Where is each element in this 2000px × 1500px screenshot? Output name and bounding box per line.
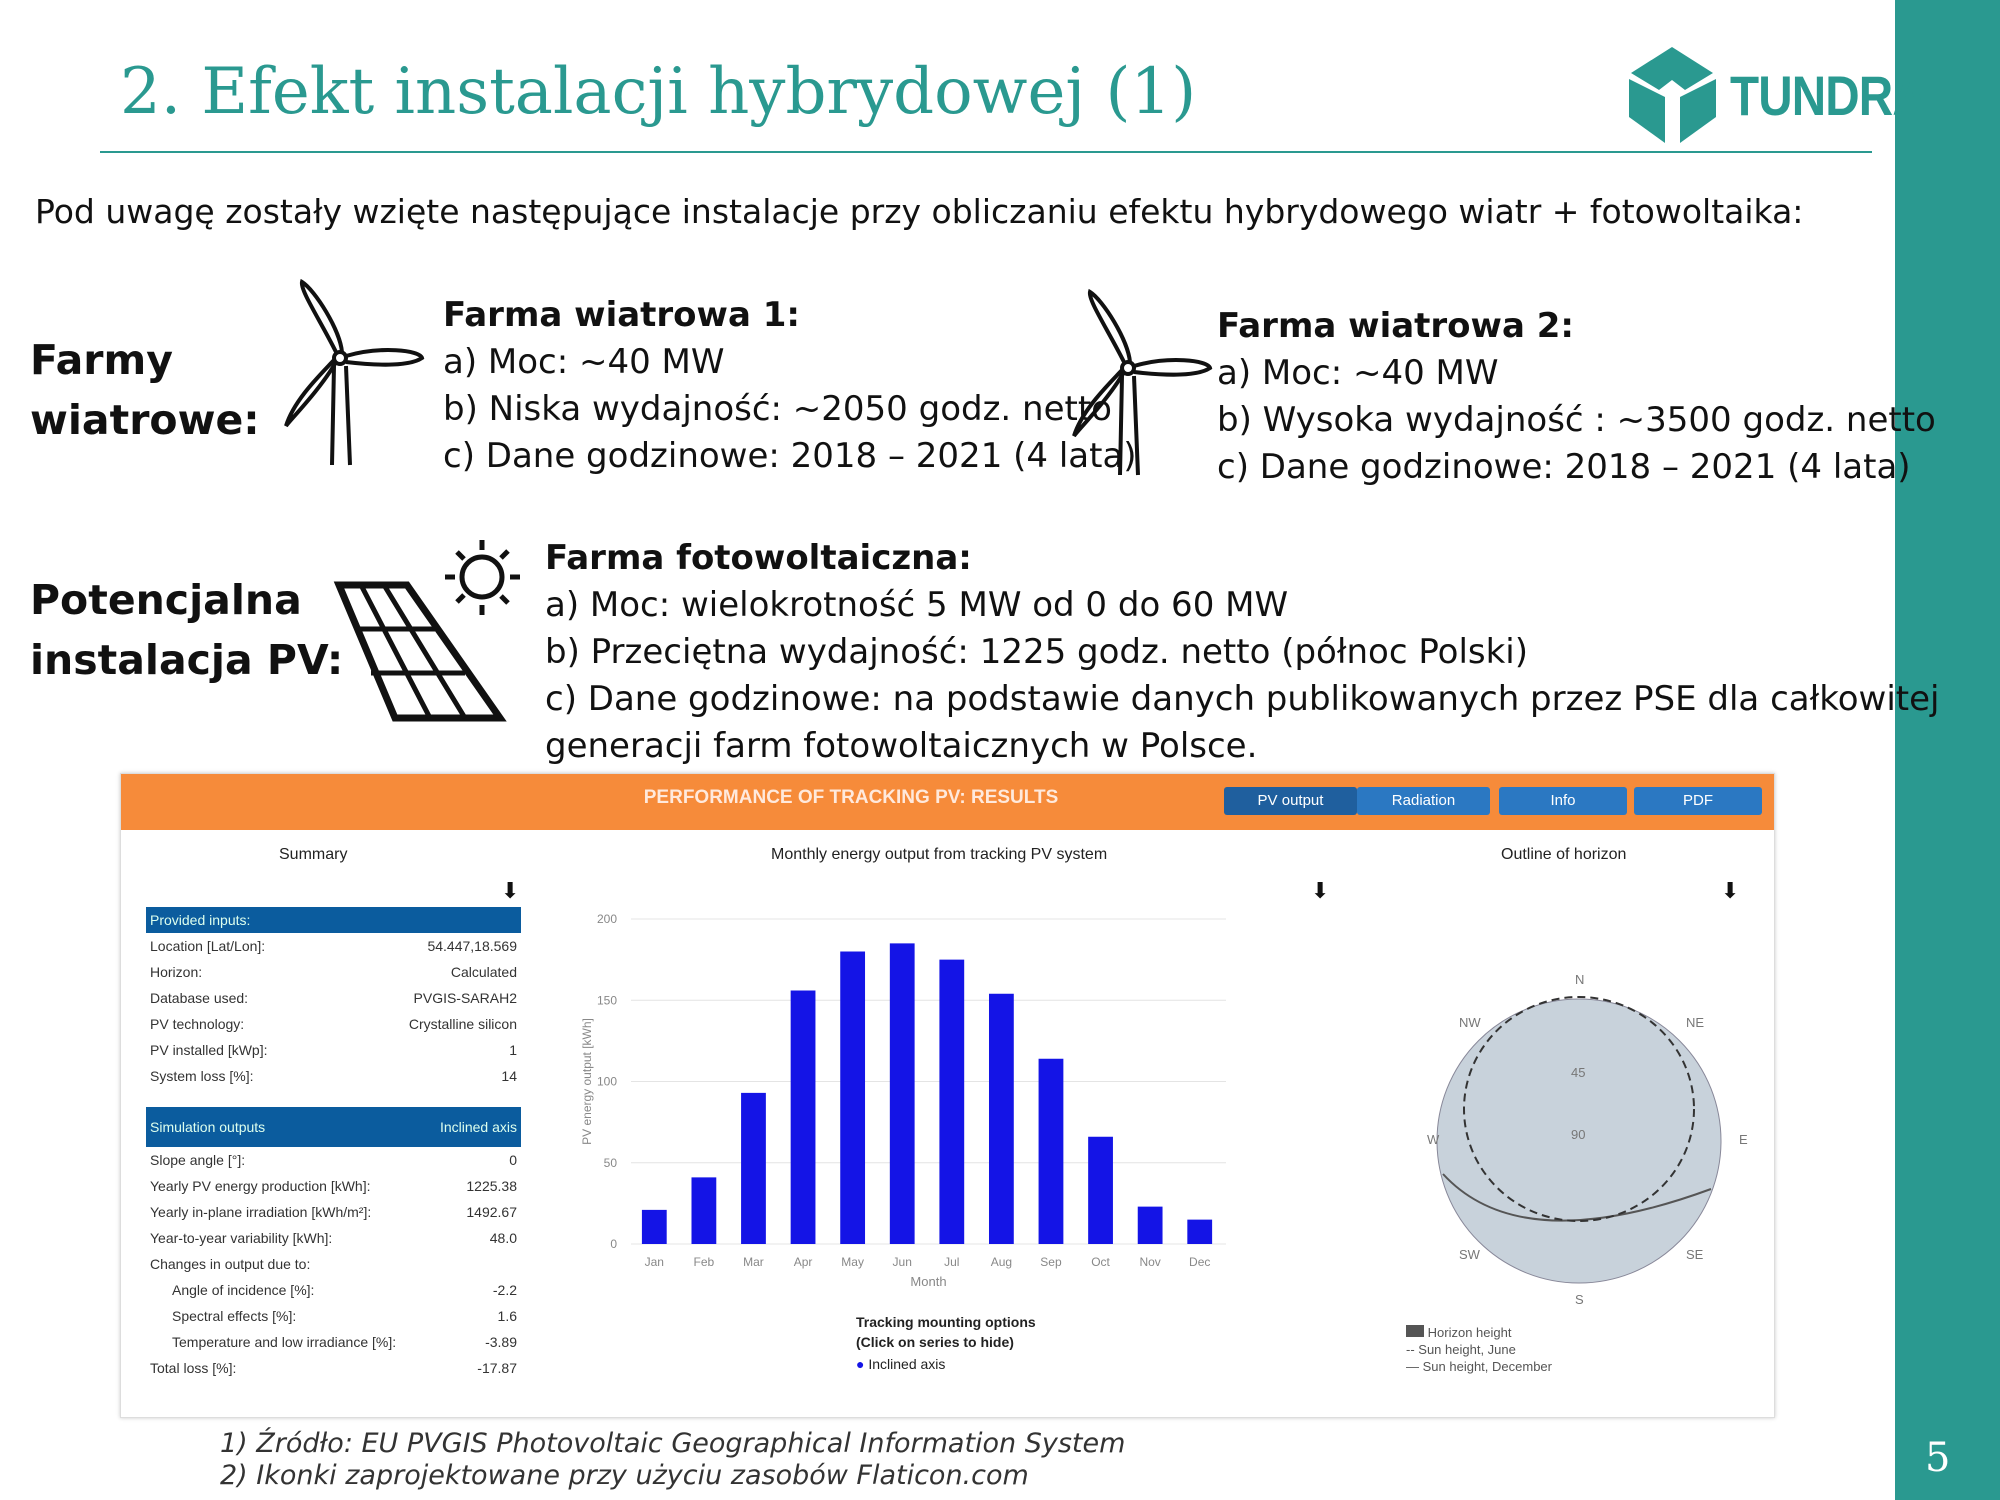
table-row	[146, 1173, 521, 1199]
row-value: 0	[509, 1152, 517, 1168]
row-label: Spectral effects [%]:	[172, 1308, 297, 1324]
slide-title: 2. Efekt instalacji hybrydowej (1)	[120, 55, 1197, 129]
solar-panel-icon	[335, 535, 520, 725]
chart-title: Monthly energy output from tracking PV system	[771, 846, 1108, 863]
wind-turbine-icon	[1068, 290, 1218, 480]
x-tick-label: Mar	[743, 1255, 764, 1269]
logo-text: TUNDRA	[1730, 63, 1926, 127]
table-row	[146, 1355, 521, 1381]
row-value: -2.2	[492, 1282, 517, 1298]
table-row	[146, 1037, 521, 1063]
x-tick-label: Apr	[793, 1255, 813, 1269]
row-value: Crystalline silicon	[408, 1016, 517, 1032]
bar-oct	[1088, 1137, 1113, 1244]
x-tick-label: May	[841, 1255, 864, 1269]
table-row	[146, 1225, 521, 1251]
x-tick-label: Oct	[1091, 1255, 1110, 1269]
row-label: Angle of incidence [%]:	[172, 1282, 315, 1298]
label-se: SE	[1686, 1247, 1704, 1262]
bar-mar	[741, 1093, 766, 1244]
page-number: 5	[1925, 1435, 1951, 1481]
row-label: Year-to-year variability [kWh]:	[150, 1230, 333, 1246]
table-row	[146, 985, 521, 1011]
y-axis-label: PV energy output [kWh]	[580, 1018, 594, 1145]
horizon-polar-chart	[1371, 959, 1748, 1309]
row-label: Location [Lat/Lon]:	[150, 938, 266, 954]
summary-table	[146, 907, 521, 1381]
wind-turbine-icon	[280, 280, 430, 470]
footnote-1: 1) Źródło: EU PVGIS Photovoltaic Geographical Information System	[220, 1428, 1126, 1459]
table-row	[146, 1199, 521, 1225]
y-tick-label: 50	[603, 1155, 617, 1170]
label-nw: NW	[1459, 1015, 1481, 1030]
table-row	[146, 1277, 521, 1303]
bar-dec	[1187, 1220, 1212, 1244]
legend-item-inclined-axis[interactable]: ● Inclined axis	[856, 1356, 946, 1372]
bar-feb	[691, 1177, 716, 1244]
download-icon[interactable]: ⬇	[501, 879, 520, 904]
bar-sep	[1039, 1059, 1064, 1244]
panel-title: PERFORMANCE OF TRACKING PV: RESULTS	[643, 787, 1059, 808]
table-row	[146, 959, 521, 985]
row-label: Temperature and low irradiance [%]:	[172, 1334, 397, 1350]
table-row	[146, 1303, 521, 1329]
x-tick-label: Jul	[944, 1255, 960, 1269]
row-label: PV technology:	[150, 1016, 245, 1032]
pdf-button[interactable]: PDF	[1634, 787, 1762, 815]
x-tick-label: Jun	[892, 1255, 912, 1269]
bar-aug	[989, 994, 1014, 1244]
legend-title: Tracking mounting options	[856, 1314, 1036, 1330]
pv-farm: Farma fotowoltaiczna: a) Moc: wielokrotność 5 MW od 0 do 60 MW b) Przeciętna wydajność: 1225 godz. netto (północ Polski) c) Dane godzinowe: na podstawie danych publikowanych przez PSE dla całkowitej generacji farm fotowoltaicznych w Polsce.	[545, 538, 1940, 766]
inputs-header: Provided inputs:	[146, 907, 521, 933]
horizon-title: Outline of horizon	[1501, 846, 1627, 863]
row-label: Total loss [%]:	[150, 1360, 237, 1376]
x-tick-label: Feb	[693, 1255, 715, 1269]
row-label: System loss [%]:	[150, 1068, 254, 1084]
row-value: 48.0	[489, 1230, 517, 1246]
legend-hint: (Click on series to hide)	[856, 1334, 1014, 1350]
table-row	[146, 1147, 521, 1173]
table-row	[146, 1329, 521, 1355]
row-value: PVGIS-SARAH2	[413, 990, 517, 1006]
row-value: 54.447,18.569	[427, 938, 517, 954]
bar-apr	[791, 991, 816, 1245]
intro-text: Pod uwagę zostały wzięte następujące instalacje przy obliczaniu efektu hybrydowego wiatr + fotowoltaika:	[35, 192, 1804, 231]
label-w: W	[1427, 1132, 1440, 1147]
table-row	[146, 933, 521, 959]
pvgis-results-panel	[120, 773, 1775, 1418]
wind-farm-1: Farma wiatrowa 1: a) Moc: ~40 MW b) Niska wydajność: ~2050 godz. netto c) Dane godzinowe: 2018 – 2021 (4 lata)	[443, 295, 1137, 476]
summary-title: Summary	[279, 846, 348, 863]
y-tick-label: 200	[596, 912, 617, 926]
info-button[interactable]: Info	[1499, 787, 1627, 815]
row-value: 1492.67	[466, 1204, 517, 1220]
monthly-output-chart	[561, 894, 1341, 1314]
row-value: 1225.38	[466, 1178, 517, 1194]
bar-may	[840, 952, 865, 1245]
row-value: -17.87	[477, 1360, 517, 1376]
logo-icon	[1625, 45, 1720, 145]
footnote-2: 2) Ikonki zaprojektowane przy użyciu zasobów Flaticon.com	[220, 1460, 1029, 1491]
wind-label: Farmy wiatrowe:	[30, 336, 260, 444]
row-value: 1.6	[497, 1308, 517, 1324]
y-tick-label: 150	[596, 993, 617, 1008]
pv-output-button[interactable]: PV output	[1224, 787, 1357, 815]
label-e: E	[1739, 1132, 1748, 1147]
row-label: Database used:	[150, 990, 249, 1006]
x-tick-label: Aug	[990, 1255, 1013, 1269]
row-label: Yearly in-plane irradiation [kWh/m²]:	[150, 1204, 372, 1220]
label-ne: NE	[1686, 1015, 1705, 1030]
panel-header	[121, 774, 1774, 830]
x-tick-label: Nov	[1139, 1255, 1161, 1269]
label-sw: SW	[1459, 1247, 1480, 1262]
logo	[1625, 45, 1960, 145]
title-divider	[100, 151, 1872, 153]
download-icon[interactable]: ⬇	[1721, 879, 1740, 904]
label-45: 45	[1571, 1065, 1586, 1080]
row-value: 14	[501, 1068, 517, 1084]
x-axis-label: Month	[910, 1274, 947, 1289]
row-value: -3.89	[485, 1334, 517, 1350]
label-s: S	[1575, 1292, 1584, 1307]
row-label: Horizon:	[150, 964, 203, 980]
row-label: PV installed [kWp]:	[150, 1042, 268, 1058]
row-label: Changes in output due to:	[150, 1256, 311, 1272]
download-icon[interactable]: ⬇	[1311, 879, 1330, 904]
bar-jun	[890, 943, 915, 1244]
bar-jul	[939, 960, 964, 1244]
table-row	[146, 1063, 521, 1089]
x-tick-label: Jan	[644, 1255, 664, 1269]
label-n: N	[1575, 972, 1585, 987]
row-label: Yearly PV energy production [kWh]:	[150, 1178, 371, 1194]
bar-jan	[642, 1210, 667, 1244]
table-row	[146, 1011, 521, 1037]
radiation-button[interactable]: Radiation	[1357, 787, 1490, 815]
y-tick-label: 0	[610, 1237, 617, 1251]
bar-nov	[1138, 1207, 1163, 1244]
row-label: Slope angle [°]:	[150, 1152, 246, 1168]
x-tick-label: Dec	[1189, 1255, 1211, 1269]
x-tick-label: Sep	[1040, 1255, 1062, 1269]
row-value: 1	[509, 1042, 517, 1058]
horizon-legend: Horizon height -- Sun height, June — Sun height, December	[1406, 1325, 1552, 1374]
y-tick-label: 100	[596, 1074, 617, 1089]
outputs-header: Simulation outputs Inclined axis	[146, 1107, 521, 1147]
label-90: 90	[1571, 1127, 1586, 1142]
wind-farm-2: Farma wiatrowa 2: a) Moc: ~40 MW b) Wysoka wydajność : ~3500 godz. netto c) Dane godzinowe: 2018 – 2021 (4 lata)	[1217, 306, 1936, 487]
row-value: Calculated	[450, 964, 517, 980]
pv-label: Potencjalna instalacja PV:	[30, 576, 344, 684]
table-row	[146, 1251, 521, 1277]
